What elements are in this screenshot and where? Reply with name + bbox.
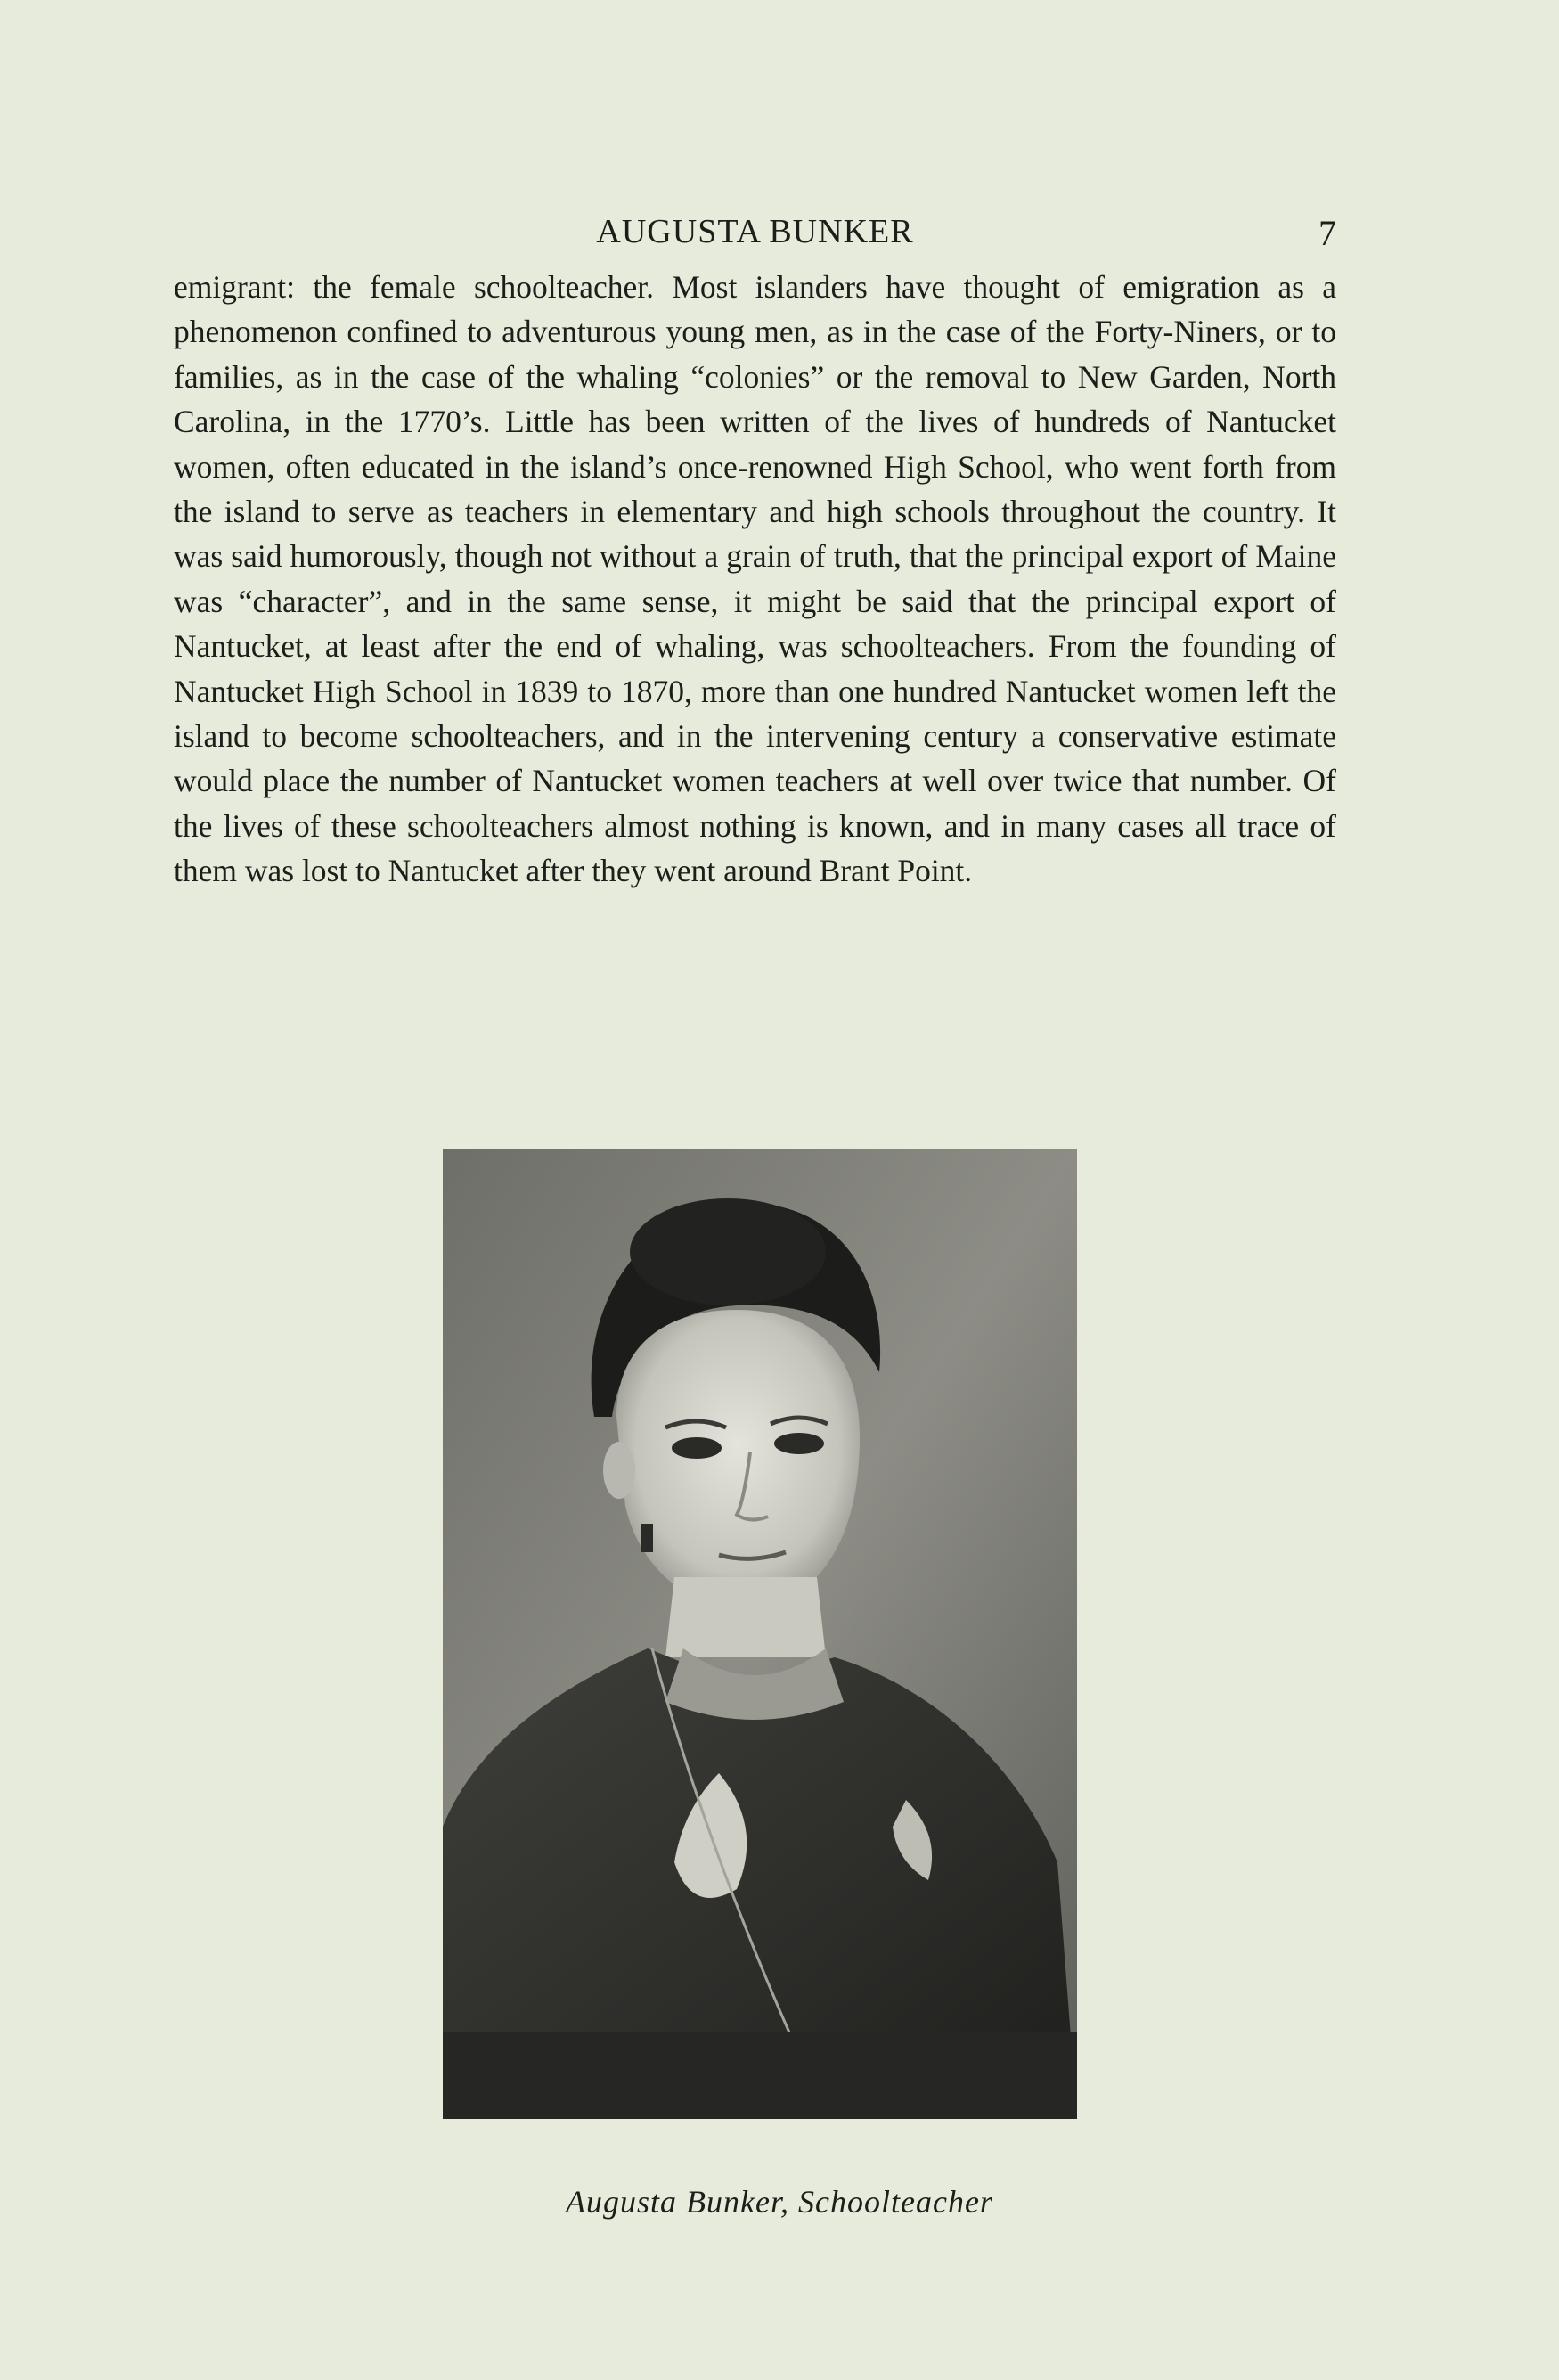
portrait-illustration	[443, 1149, 1077, 2119]
running-title: AUGUSTA BUNKER	[596, 213, 914, 250]
body-paragraph: emigrant: the female schoolteacher. Most islanders have thought of emigration as a phenomenon confined to adventurous young men, as in the case of the Forty-Niners, or to families, as in the case of the whaling “colonies” or the removal to New Garden, North Carolina, in the 1770’s. Little has been written of the lives of hundreds of Nantucket women, often educated in the island’s once-renowned High School, who went forth from the island to serve as teachers in elementary and high schools throughout the country. It was said humorously, though not without a grain of truth, that the principal export of Maine was “character”, and in the same sense, it might be said that the principal export of Nantucket, at least after the end of whaling, was schoolteachers. From the founding of Nantucket High School in 1839 to 1870, more than one hundred Nantucket women left the island to become schoolteachers, and in the intervening century a conservative estimate would place the number of Nantucket women teachers at well over twice that number. Of the lives of these schoolteachers almost nothing is known, and in many cases all trace of them was lost to Nantucket after they went around Brant Point.	[174, 269, 1336, 889]
running-head	[174, 207, 1336, 251]
page-number: 7	[1318, 213, 1336, 253]
portrait-photo	[443, 1149, 1077, 2119]
figure-caption: Augusta Bunker, Schoolteacher	[566, 2184, 993, 2220]
